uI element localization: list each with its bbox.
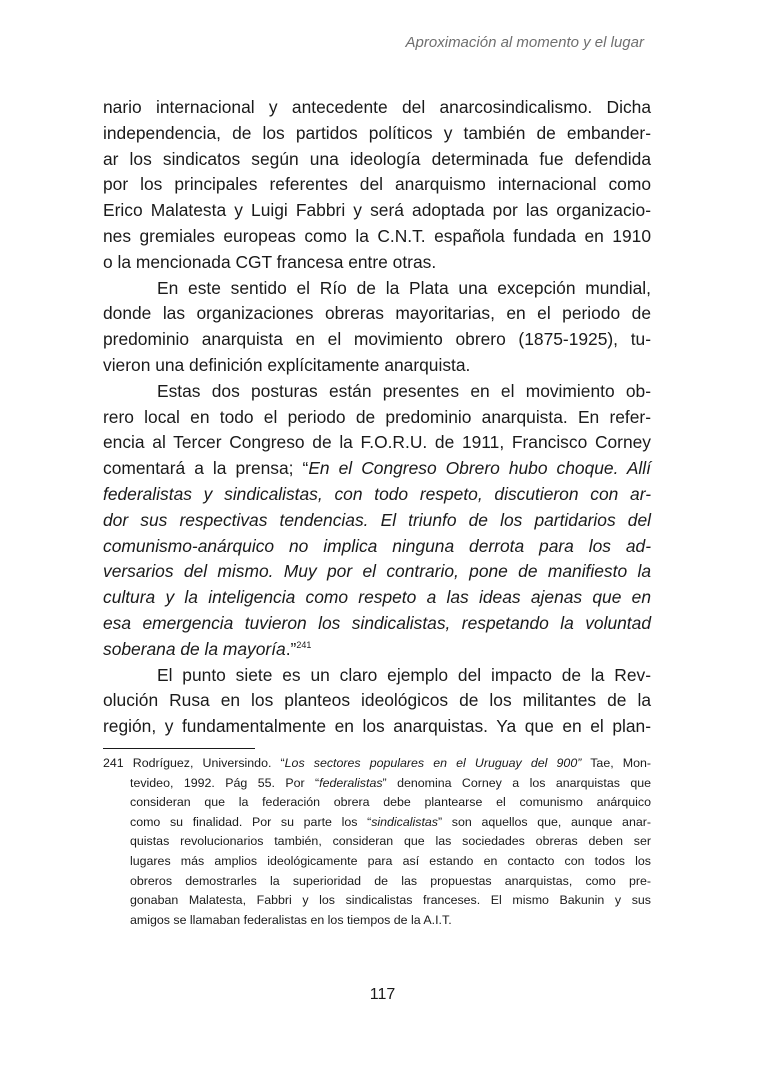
footnote-segment: ” son aquellos que, aunque anar-	[438, 814, 651, 829]
footnote-segment: ” denomina Corney a los anarquistas que	[382, 775, 652, 790]
footnote-ref[interactable]: 241	[296, 639, 312, 650]
footnote-italic: sindicalistas	[371, 814, 439, 829]
body-line: encia al Tercer Congreso de la F.O.R.U. de 1911, Francisco Corney	[103, 432, 651, 453]
footnote-line: quistas revolucionarios también, consideran que las sociedades obreras deben ser	[130, 834, 651, 849]
footnote-line: gonaban Malatesta, Fabbri y los sindicalistas franceses. El mismo Bakunin y sus	[130, 893, 651, 908]
footnote	[103, 754, 651, 930]
footnote-segment: tevideo, 1992. Pág 55. Por “	[130, 775, 320, 790]
body-line: vieron una definición explícitamente anarquista.	[103, 354, 471, 375]
body-line: ar los sindicatos según una ideología determinada fue defendida	[103, 148, 651, 169]
body-line: donde las organizaciones obreras mayoritarias, en el periodo de	[103, 303, 651, 324]
body-line: Erico Malatesta y Luigi Fabbri y será adoptada por las organizacio-	[103, 200, 651, 221]
footnote-line	[103, 774, 651, 794]
quote-line: comunismo-anárquico no implica ninguna derrota para los ad-	[103, 535, 651, 556]
body-line: olución Rusa en los planteos ideológicos de los militantes de la	[103, 690, 651, 711]
body-line: o la mencionada CGT francesa entre otras.	[103, 251, 437, 272]
footnote-line: obreros demostrarles la superioridad de las propuestas anarquistas, como pre-	[130, 873, 651, 888]
body-line: El punto siete es un claro ejemplo del impacto de la Rev-	[157, 664, 651, 685]
footnote-italic: federalistas	[319, 775, 383, 790]
body-line: Estas dos posturas están presentes en el movimiento ob-	[157, 380, 651, 401]
quote-line	[103, 637, 651, 663]
body-text	[103, 95, 651, 740]
quote-line: dor sus respectivas tendencias. El triunfo de los partidarios del	[103, 509, 651, 530]
quote-line: cultura y la inteligencia como respeto a las ideas ajenas que en	[103, 587, 651, 608]
footnote-segment: 241 Rodríguez, Universindo. “	[103, 756, 285, 770]
body-line-segment: comentará a la prensa; “	[103, 458, 309, 479]
body-line: predominio anarquista en el movimiento obrero (1875-1925), tu-	[103, 329, 651, 350]
quote-segment: soberana de la mayoría	[103, 638, 286, 659]
footnote-line: amigos se llamaban federalistas en los tiempos de la A.I.T.	[130, 912, 452, 927]
body-line	[103, 456, 651, 482]
quote-line: federalistas y sindicalistas, con todo respeto, discutieron con ar-	[103, 483, 651, 504]
footnote-line	[103, 754, 651, 774]
quote-line: esa emergencia tuvieron los sindicalistas, respetando la voluntad	[103, 612, 651, 633]
body-line: nario internacional y antecedente del anarcosindicalismo. Dicha	[103, 97, 651, 117]
quote-close: .”	[285, 638, 297, 659]
running-header: Aproximación al momento y el lugar	[405, 34, 644, 51]
body-line: nes gremiales europeas como la C.N.T. española fundada en 1910	[103, 225, 651, 246]
quote-segment: En el Congreso Obrero hubo choque. Allí	[308, 458, 651, 479]
footnote-segment: como su finalidad. Por su parte los “	[130, 814, 372, 829]
footnote-rule	[103, 748, 255, 749]
quote-line: versarios del mismo. Muy por el contrario, pone de manifiesto la	[103, 561, 651, 582]
body-line: independencia, de los partidos políticos y también de embander-	[103, 122, 651, 143]
footnote-line: consideran que la federación obrera debe plantearse el comunismo anárquico	[130, 795, 651, 810]
page-number: 117	[369, 986, 396, 1003]
body-line: rero local en todo el periodo de predominio anarquista. En refer-	[103, 406, 651, 427]
body-line: En este sentido el Río de la Plata una excepción mundial,	[157, 277, 651, 298]
footnote-italic: Los sectores populares en el Uruguay del 900”	[284, 756, 582, 770]
footnote-line: lugares más amplios ideológicamente para así estando en contacto con todos los	[130, 853, 651, 868]
body-line: región, y fundamentalmente en los anarquistas. Ya que en el plan-	[103, 716, 651, 737]
body-line: por los principales referentes del anarquismo internacional como	[103, 174, 651, 195]
footnote-segment: Tae, Mon-	[581, 756, 652, 770]
footnote-line	[103, 813, 651, 833]
